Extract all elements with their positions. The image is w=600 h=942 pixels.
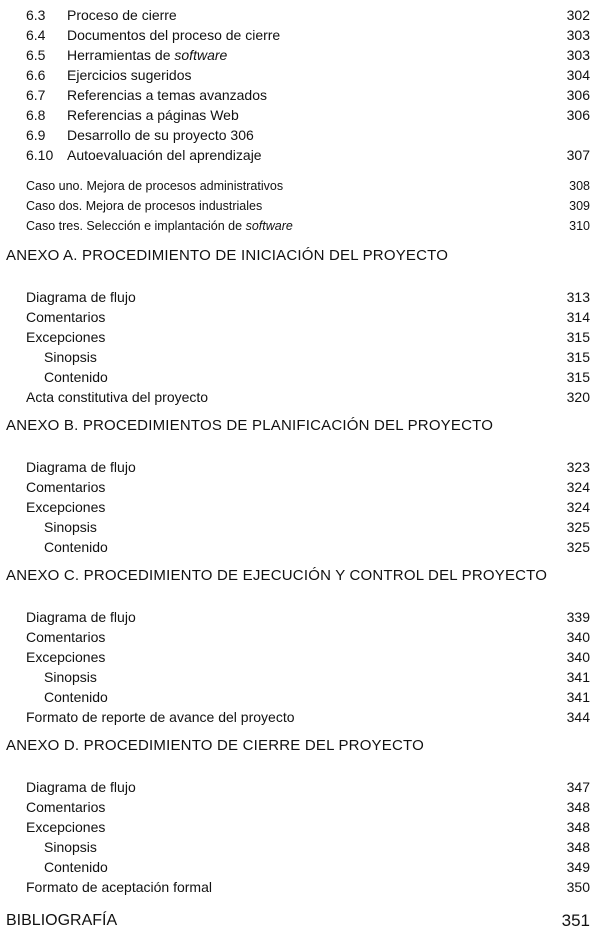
entry-label: Formato de reporte de avance del proyecto bbox=[26, 709, 295, 725]
annex-heading: ANEXO B. PROCEDIMIENTOS DE PLANIFICACIÓN DEL PROYECTO bbox=[6, 417, 494, 434]
toc-entry bbox=[0, 817, 600, 837]
entry-label: Comentarios bbox=[26, 799, 106, 815]
page-number: 315 bbox=[566, 349, 590, 365]
annex-heading: ANEXO C. PROCEDIMIENTO DE EJECUCIÓN Y CONTROL DEL PROYECTO bbox=[6, 567, 548, 584]
entry-label: Diagrama de flujo bbox=[26, 779, 136, 795]
entry-label: Contenido bbox=[44, 539, 108, 555]
page-number: 306 bbox=[566, 107, 590, 123]
page-number: 341 bbox=[566, 669, 590, 685]
toc-subentry bbox=[0, 517, 600, 537]
entry-label: Contenido bbox=[44, 369, 108, 385]
page-number: 314 bbox=[566, 309, 590, 325]
toc-subentry bbox=[0, 687, 600, 707]
page-number: 349 bbox=[566, 859, 590, 875]
page-number: 324 bbox=[566, 479, 590, 495]
entry-number: 6.10 bbox=[26, 147, 54, 163]
page-number: 303 bbox=[566, 27, 590, 43]
page-number: 344 bbox=[566, 709, 590, 725]
entry-label: Referencias a páginas Web bbox=[67, 107, 239, 123]
entry-label: Sinopsis bbox=[44, 349, 97, 365]
page-number: 307 bbox=[566, 147, 590, 163]
toc-subentry bbox=[0, 667, 600, 687]
entry-label: Sinopsis bbox=[44, 669, 97, 685]
case-entry bbox=[0, 216, 600, 236]
entry-label: Comentarios bbox=[26, 309, 106, 325]
page-number: 348 bbox=[566, 799, 590, 815]
toc-entry bbox=[0, 607, 600, 627]
entry-label: Excepciones bbox=[26, 499, 106, 515]
toc-entry bbox=[0, 287, 600, 307]
annex-heading: ANEXO D. PROCEDIMIENTO DE CIERRE DEL PROYECTO bbox=[6, 737, 424, 754]
entry-label: Sinopsis bbox=[44, 839, 97, 855]
page-number: 304 bbox=[566, 67, 590, 83]
toc-entry bbox=[0, 5, 600, 25]
toc-entry bbox=[0, 85, 600, 105]
toc-entry bbox=[0, 707, 600, 727]
page-number: 306 bbox=[566, 87, 590, 103]
entry-label: Excepciones bbox=[26, 649, 106, 665]
page-number: 350 bbox=[566, 879, 590, 895]
case-entry bbox=[0, 196, 600, 216]
entry-number: 6.4 bbox=[26, 27, 46, 43]
page-number: 309 bbox=[569, 199, 590, 213]
emphasis: software bbox=[245, 219, 293, 233]
toc-entry bbox=[0, 877, 600, 897]
page-number: 310 bbox=[569, 219, 590, 233]
entry-label: Formato de aceptación formal bbox=[26, 879, 212, 895]
case-label: Caso uno. Mejora de procesos administrativos bbox=[26, 179, 284, 193]
toc-entry bbox=[0, 777, 600, 797]
entry-label: Contenido bbox=[44, 689, 108, 705]
page-number: 348 bbox=[566, 839, 590, 855]
entry-number: 6.6 bbox=[26, 67, 46, 83]
toc-subentry bbox=[0, 367, 600, 387]
entry-label: Excepciones bbox=[26, 819, 106, 835]
toc-entry bbox=[0, 387, 600, 407]
entry-label: Referencias a temas avanzados bbox=[67, 87, 267, 103]
page-number: 303 bbox=[566, 47, 590, 63]
entry-label: Acta constitutiva del proyecto bbox=[26, 389, 209, 405]
page-number: 341 bbox=[566, 689, 590, 705]
page-number: 320 bbox=[566, 389, 590, 405]
toc-entry bbox=[0, 627, 600, 647]
toc-entry bbox=[0, 105, 600, 125]
entry-number: 6.8 bbox=[26, 107, 46, 123]
toc-entry bbox=[0, 497, 600, 517]
entry-label: Herramientas de software bbox=[67, 47, 228, 63]
page-number: 348 bbox=[566, 819, 590, 835]
toc-entry bbox=[0, 25, 600, 45]
page-number: 313 bbox=[566, 289, 590, 305]
toc-entry bbox=[0, 647, 600, 667]
toc-subentry bbox=[0, 347, 600, 367]
toc-subentry bbox=[0, 837, 600, 857]
entry-label: Comentarios bbox=[26, 629, 106, 645]
page-number: 315 bbox=[566, 369, 590, 385]
page-number: 325 bbox=[566, 519, 590, 535]
page-number: 323 bbox=[566, 459, 590, 475]
toc-entry bbox=[0, 797, 600, 817]
entry-label: Diagrama de flujo bbox=[26, 289, 136, 305]
entry-number: 6.5 bbox=[26, 47, 46, 63]
toc-subentry bbox=[0, 537, 600, 557]
case-label: Caso tres. Selección e implantación de software bbox=[26, 219, 293, 233]
toc-entry bbox=[0, 457, 600, 477]
entry-label: Diagrama de flujo bbox=[26, 459, 136, 475]
page-number: 340 bbox=[566, 629, 590, 645]
entry-label: Diagrama de flujo bbox=[26, 609, 136, 625]
entry-label: Ejercicios sugeridos bbox=[67, 67, 192, 83]
toc-subentry bbox=[0, 857, 600, 877]
entry-number: 6.3 bbox=[26, 7, 46, 23]
entry-number: 6.9 bbox=[26, 127, 46, 143]
annex-heading: ANEXO A. PROCEDIMIENTO DE INICIACIÓN DEL PROYECTO bbox=[6, 247, 449, 264]
entry-label: Contenido bbox=[44, 859, 108, 875]
entry-label: Comentarios bbox=[26, 479, 106, 495]
bibliography-page-number: 351 bbox=[561, 911, 590, 930]
entry-number: 6.7 bbox=[26, 87, 46, 103]
page-number: 339 bbox=[566, 609, 590, 625]
bibliography-heading: BIBLIOGRAFÍA bbox=[6, 912, 118, 929]
toc-entry bbox=[0, 307, 600, 327]
entry-label: Sinopsis bbox=[44, 519, 97, 535]
toc-entry bbox=[0, 327, 600, 347]
entry-label: Excepciones bbox=[26, 329, 106, 345]
case-entry bbox=[0, 176, 600, 196]
entry-label: Autoevaluación del aprendizaje bbox=[67, 147, 262, 163]
page-number: 347 bbox=[566, 779, 590, 795]
toc-entry bbox=[0, 125, 600, 145]
page-number: 325 bbox=[566, 539, 590, 555]
toc-entry bbox=[0, 477, 600, 497]
toc-entry bbox=[0, 145, 600, 165]
page-number: 340 bbox=[566, 649, 590, 665]
toc-entry bbox=[0, 45, 600, 65]
page-number: 324 bbox=[566, 499, 590, 515]
page-number: 302 bbox=[566, 7, 590, 23]
entry-label: Documentos del proceso de cierre bbox=[67, 27, 281, 43]
entry-label: Proceso de cierre bbox=[67, 7, 177, 23]
entry-label: Desarrollo de su proyecto 306 bbox=[67, 127, 254, 143]
page-number: 308 bbox=[569, 179, 590, 193]
case-label: Caso dos. Mejora de procesos industriales bbox=[26, 199, 263, 213]
page-number: 315 bbox=[566, 329, 590, 345]
toc-entry bbox=[0, 65, 600, 85]
emphasis: software bbox=[174, 47, 228, 63]
